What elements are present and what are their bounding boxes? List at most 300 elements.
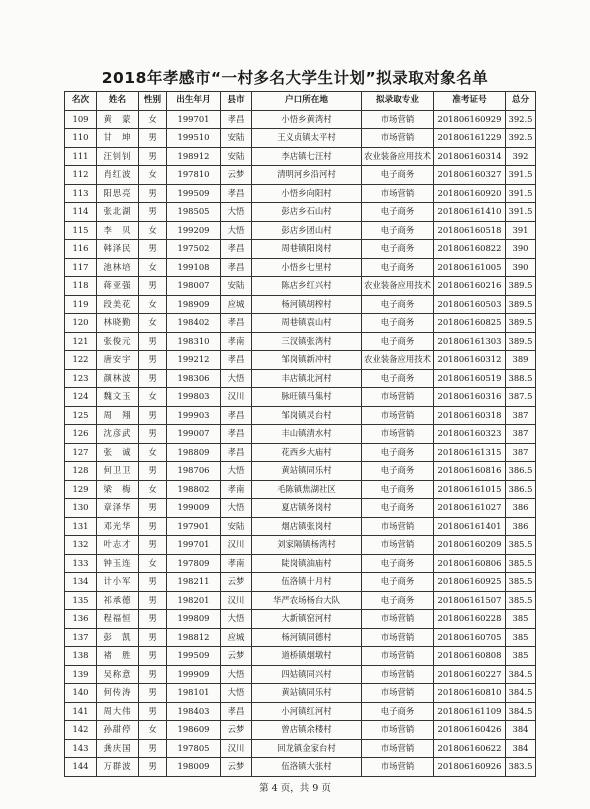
cell-hukou: 四姑镇同兴村 xyxy=(252,665,362,684)
cell-name: 魏文玉 xyxy=(97,388,139,407)
cell-gender: 男 xyxy=(139,702,167,721)
cell-ticket: 201806161507 xyxy=(434,591,506,610)
cell-score: 383.5 xyxy=(506,758,536,777)
cell-birth: 198402 xyxy=(167,314,221,333)
cell-ticket: 201806160810 xyxy=(434,684,506,703)
cell-rank: 120 xyxy=(65,314,97,333)
cell-major: 电子商务 xyxy=(362,462,434,481)
cell-score: 391 xyxy=(506,221,536,240)
cell-score: 386.5 xyxy=(506,462,536,481)
cell-county: 云梦 xyxy=(221,647,252,666)
header-score: 总分 xyxy=(506,92,536,111)
cell-gender: 男 xyxy=(139,758,167,777)
cell-hukou: 陡岗镇油庙村 xyxy=(252,554,362,573)
table-row xyxy=(65,129,536,148)
cell-major: 市场营销 xyxy=(362,647,434,666)
cell-score: 392 xyxy=(506,147,536,166)
cell-gender: 男 xyxy=(139,517,167,536)
cell-major: 市场营销 xyxy=(362,517,434,536)
cell-ticket: 201806160705 xyxy=(434,628,506,647)
table-row xyxy=(65,443,536,462)
cell-birth: 198912 xyxy=(167,147,221,166)
cell-county: 孝昌 xyxy=(221,110,252,129)
cell-gender: 男 xyxy=(139,462,167,481)
cell-birth: 198812 xyxy=(167,628,221,647)
cell-ticket: 201806161410 xyxy=(434,203,506,222)
cell-major: 电子商务 xyxy=(362,554,434,573)
table-row xyxy=(65,536,536,555)
cell-hukou: 王义贞镇太平村 xyxy=(252,129,362,148)
cell-score: 386.5 xyxy=(506,480,536,499)
cell-county: 云梦 xyxy=(221,721,252,740)
cell-major: 市场营销 xyxy=(362,665,434,684)
header-ticket: 准考证号 xyxy=(434,92,506,111)
cell-birth: 199803 xyxy=(167,388,221,407)
table-row xyxy=(65,166,536,185)
cell-major: 电子商务 xyxy=(362,443,434,462)
cell-rank: 119 xyxy=(65,295,97,314)
cell-name: 何卫卫 xyxy=(97,462,139,481)
cell-hukou: 脉旺镇马集村 xyxy=(252,388,362,407)
cell-rank: 122 xyxy=(65,351,97,370)
cell-hukou: 邹岗镇灵台村 xyxy=(252,406,362,425)
cell-birth: 198306 xyxy=(167,369,221,388)
cell-score: 392.5 xyxy=(506,129,536,148)
cell-county: 安陆 xyxy=(221,277,252,296)
cell-ticket: 201806160316 xyxy=(434,388,506,407)
cell-rank: 121 xyxy=(65,332,97,351)
cell-hukou: 伍洛镇十月村 xyxy=(252,573,362,592)
cell-name: 祁承德 xyxy=(97,591,139,610)
cell-major: 市场营销 xyxy=(362,184,434,203)
cell-ticket: 201806160825 xyxy=(434,314,506,333)
cell-score: 385 xyxy=(506,610,536,629)
cell-birth: 197810 xyxy=(167,166,221,185)
cell-ticket: 201806160925 xyxy=(434,573,506,592)
cell-county: 安陆 xyxy=(221,129,252,148)
cell-birth: 199108 xyxy=(167,258,221,277)
cell-hukou: 烟店镇张岗村 xyxy=(252,517,362,536)
cell-score: 384 xyxy=(506,739,536,758)
cell-county: 汉川 xyxy=(221,536,252,555)
cell-rank: 141 xyxy=(65,702,97,721)
cell-rank: 134 xyxy=(65,573,97,592)
table-row xyxy=(65,499,536,518)
cell-name: 章泽华 xyxy=(97,499,139,518)
table-row xyxy=(65,647,536,666)
cell-rank: 112 xyxy=(65,166,97,185)
cell-gender: 女 xyxy=(139,166,167,185)
cell-ticket: 201806161401 xyxy=(434,517,506,536)
cell-hukou: 夏店镇务岗村 xyxy=(252,499,362,518)
cell-gender: 女 xyxy=(139,314,167,333)
cell-county: 孝南 xyxy=(221,554,252,573)
cell-gender: 男 xyxy=(139,129,167,148)
cell-score: 385.5 xyxy=(506,554,536,573)
cell-score: 387 xyxy=(506,425,536,444)
cell-rank: 127 xyxy=(65,443,97,462)
cell-birth: 199212 xyxy=(167,351,221,370)
cell-hukou: 小悟乡黄湾村 xyxy=(252,110,362,129)
cell-gender: 男 xyxy=(139,240,167,259)
cell-gender: 男 xyxy=(139,665,167,684)
cell-name: 唐安宇 xyxy=(97,351,139,370)
cell-gender: 男 xyxy=(139,425,167,444)
cell-ticket: 201806160622 xyxy=(434,739,506,758)
cell-major: 市场营销 xyxy=(362,739,434,758)
cell-name: 彭 凯 xyxy=(97,628,139,647)
cell-gender: 男 xyxy=(139,684,167,703)
cell-major: 市场营销 xyxy=(362,758,434,777)
cell-county: 孝南 xyxy=(221,332,252,351)
cell-county: 大悟 xyxy=(221,684,252,703)
table-body xyxy=(65,110,536,776)
cell-ticket: 201806160327 xyxy=(434,166,506,185)
table-row xyxy=(65,147,536,166)
cell-hukou: 回龙镇金家台村 xyxy=(252,739,362,758)
cell-rank: 136 xyxy=(65,610,97,629)
cell-hukou: 黄站镇同乐村 xyxy=(252,684,362,703)
cell-county: 应城 xyxy=(221,295,252,314)
cell-hukou: 黄站镇同乐村 xyxy=(252,462,362,481)
cell-birth: 199701 xyxy=(167,110,221,129)
cell-ticket: 201806160216 xyxy=(434,277,506,296)
cell-hukou: 大新镇窑河村 xyxy=(252,610,362,629)
cell-rank: 131 xyxy=(65,517,97,536)
cell-hukou: 杨河镇同德村 xyxy=(252,628,362,647)
cell-name: 梁 梅 xyxy=(97,480,139,499)
cell-county: 安陆 xyxy=(221,147,252,166)
cell-name: 程福恒 xyxy=(97,610,139,629)
cell-hukou: 丰山镇清水村 xyxy=(252,425,362,444)
cell-major: 市场营销 xyxy=(362,536,434,555)
cell-hukou: 华严农场杨台大队 xyxy=(252,591,362,610)
cell-birth: 198809 xyxy=(167,443,221,462)
cell-gender: 男 xyxy=(139,610,167,629)
cell-name: 孙甜停 xyxy=(97,721,139,740)
cell-gender: 男 xyxy=(139,573,167,592)
cell-score: 388.5 xyxy=(506,369,536,388)
cell-gender: 男 xyxy=(139,647,167,666)
cell-rank: 115 xyxy=(65,221,97,240)
cell-gender: 男 xyxy=(139,184,167,203)
cell-ticket: 201806160920 xyxy=(434,184,506,203)
cell-hukou: 邹岗镇新冲村 xyxy=(252,351,362,370)
cell-birth: 197809 xyxy=(167,554,221,573)
cell-rank: 113 xyxy=(65,184,97,203)
cell-score: 387 xyxy=(506,406,536,425)
cell-major: 电子商务 xyxy=(362,369,434,388)
cell-ticket: 201806160323 xyxy=(434,425,506,444)
cell-birth: 199903 xyxy=(167,406,221,425)
cell-score: 387 xyxy=(506,443,536,462)
cell-county: 孝昌 xyxy=(221,314,252,333)
cell-ticket: 201806160227 xyxy=(434,665,506,684)
cell-name: 叶志才 xyxy=(97,536,139,555)
cell-gender: 女 xyxy=(139,388,167,407)
cell-name: 周大伟 xyxy=(97,702,139,721)
table-header-row xyxy=(65,92,536,111)
cell-hukou: 道桥镇烟墩村 xyxy=(252,647,362,666)
cell-hukou: 彭店乡石山村 xyxy=(252,203,362,222)
cell-birth: 198802 xyxy=(167,480,221,499)
cell-score: 385 xyxy=(506,628,536,647)
cell-name: 张 诚 xyxy=(97,443,139,462)
cell-ticket: 201806160209 xyxy=(434,536,506,555)
cell-major: 市场营销 xyxy=(362,684,434,703)
cell-birth: 198403 xyxy=(167,702,221,721)
cell-name: 吴称意 xyxy=(97,665,139,684)
cell-rank: 109 xyxy=(65,110,97,129)
admission-table xyxy=(64,91,536,777)
header-birth: 出生年月 xyxy=(167,92,221,111)
cell-county: 云梦 xyxy=(221,166,252,185)
cell-score: 385 xyxy=(506,647,536,666)
cell-gender: 女 xyxy=(139,721,167,740)
cell-hukou: 小河镇红河村 xyxy=(252,702,362,721)
cell-score: 385.5 xyxy=(506,536,536,555)
cell-ticket: 201806160503 xyxy=(434,295,506,314)
cell-rank: 130 xyxy=(65,499,97,518)
cell-name: 韩泽民 xyxy=(97,240,139,259)
cell-name: 林晓勤 xyxy=(97,314,139,333)
cell-rank: 142 xyxy=(65,721,97,740)
cell-major: 电子商务 xyxy=(362,203,434,222)
cell-major: 电子商务 xyxy=(362,591,434,610)
cell-birth: 198609 xyxy=(167,721,221,740)
cell-hukou: 刘家隔镇杨湾村 xyxy=(252,536,362,555)
cell-score: 384.5 xyxy=(506,684,536,703)
cell-gender: 男 xyxy=(139,499,167,518)
cell-birth: 198909 xyxy=(167,295,221,314)
cell-score: 387.5 xyxy=(506,388,536,407)
cell-county: 孝昌 xyxy=(221,406,252,425)
cell-county: 孝昌 xyxy=(221,702,252,721)
cell-score: 392.5 xyxy=(506,110,536,129)
cell-score: 386 xyxy=(506,499,536,518)
header-county: 县市 xyxy=(221,92,252,111)
cell-birth: 199209 xyxy=(167,221,221,240)
cell-rank: 117 xyxy=(65,258,97,277)
cell-name: 张俊元 xyxy=(97,332,139,351)
cell-birth: 198211 xyxy=(167,573,221,592)
cell-major: 市场营销 xyxy=(362,425,434,444)
cell-name: 邓光华 xyxy=(97,517,139,536)
cell-county: 孝南 xyxy=(221,480,252,499)
cell-rank: 143 xyxy=(65,739,97,758)
cell-county: 大悟 xyxy=(221,221,252,240)
table-row xyxy=(65,628,536,647)
table-row xyxy=(65,369,536,388)
cell-county: 大悟 xyxy=(221,462,252,481)
cell-hukou: 三汊镇张湾村 xyxy=(252,332,362,351)
cell-birth: 198310 xyxy=(167,332,221,351)
cell-ticket: 201806160318 xyxy=(434,406,506,425)
cell-rank: 128 xyxy=(65,462,97,481)
cell-gender: 男 xyxy=(139,332,167,351)
cell-major: 市场营销 xyxy=(362,129,434,148)
cell-ticket: 201806160816 xyxy=(434,462,506,481)
table-row xyxy=(65,721,536,740)
cell-major: 市场营销 xyxy=(362,388,434,407)
cell-gender: 男 xyxy=(139,351,167,370)
cell-name: 黄 蒙 xyxy=(97,110,139,129)
cell-rank: 110 xyxy=(65,129,97,148)
cell-ticket: 201806160312 xyxy=(434,351,506,370)
header-major: 拟录取专业 xyxy=(362,92,434,111)
table-row xyxy=(65,702,536,721)
cell-score: 391.5 xyxy=(506,184,536,203)
cell-hukou: 毛陈镇焦湖社区 xyxy=(252,480,362,499)
cell-hukou: 杨河镇胡榨村 xyxy=(252,295,362,314)
cell-score: 391.5 xyxy=(506,166,536,185)
cell-major: 电子商务 xyxy=(362,314,434,333)
cell-birth: 199909 xyxy=(167,665,221,684)
header-rank: 名次 xyxy=(65,92,97,111)
cell-county: 大悟 xyxy=(221,665,252,684)
cell-rank: 137 xyxy=(65,628,97,647)
cell-gender: 男 xyxy=(139,147,167,166)
cell-name: 沈彦武 xyxy=(97,425,139,444)
cell-name: 段美花 xyxy=(97,295,139,314)
cell-birth: 197502 xyxy=(167,240,221,259)
cell-birth: 198007 xyxy=(167,277,221,296)
cell-rank: 111 xyxy=(65,147,97,166)
cell-county: 应城 xyxy=(221,628,252,647)
cell-ticket: 201806161027 xyxy=(434,499,506,518)
cell-name: 汪钊钊 xyxy=(97,147,139,166)
cell-name: 李 贝 xyxy=(97,221,139,240)
table-row xyxy=(65,758,536,777)
cell-gender: 女 xyxy=(139,221,167,240)
cell-county: 孝昌 xyxy=(221,425,252,444)
cell-birth: 198009 xyxy=(167,758,221,777)
cell-birth: 199509 xyxy=(167,647,221,666)
cell-score: 390 xyxy=(506,240,536,259)
cell-name: 计小军 xyxy=(97,573,139,592)
cell-ticket: 201806160519 xyxy=(434,369,506,388)
cell-county: 大悟 xyxy=(221,369,252,388)
cell-county: 大悟 xyxy=(221,610,252,629)
cell-rank: 129 xyxy=(65,480,97,499)
table-row xyxy=(65,739,536,758)
cell-county: 孝昌 xyxy=(221,351,252,370)
cell-county: 汉川 xyxy=(221,591,252,610)
cell-major: 电子商务 xyxy=(362,480,434,499)
cell-major: 电子商务 xyxy=(362,240,434,259)
table-row xyxy=(65,591,536,610)
cell-gender: 女 xyxy=(139,554,167,573)
table-row xyxy=(65,462,536,481)
cell-rank: 132 xyxy=(65,536,97,555)
table-row xyxy=(65,295,536,314)
cell-major: 市场营销 xyxy=(362,721,434,740)
cell-name: 张北湖 xyxy=(97,203,139,222)
cell-major: 电子商务 xyxy=(362,166,434,185)
cell-birth: 198201 xyxy=(167,591,221,610)
cell-ticket: 201806160822 xyxy=(434,240,506,259)
cell-score: 386 xyxy=(506,517,536,536)
cell-major: 电子商务 xyxy=(362,332,434,351)
cell-birth: 199809 xyxy=(167,610,221,629)
cell-gender: 女 xyxy=(139,480,167,499)
cell-major: 农业装备应用技术 xyxy=(362,351,434,370)
cell-rank: 126 xyxy=(65,425,97,444)
table-row xyxy=(65,684,536,703)
cell-name: 颜林波 xyxy=(97,369,139,388)
table-row xyxy=(65,665,536,684)
cell-ticket: 201806161229 xyxy=(434,129,506,148)
cell-birth: 199510 xyxy=(167,129,221,148)
table-row xyxy=(65,517,536,536)
cell-gender: 男 xyxy=(139,591,167,610)
cell-birth: 198706 xyxy=(167,462,221,481)
cell-county: 孝昌 xyxy=(221,240,252,259)
cell-rank: 123 xyxy=(65,369,97,388)
cell-hukou: 花西乡大庙村 xyxy=(252,443,362,462)
cell-major: 市场营销 xyxy=(362,628,434,647)
cell-gender: 男 xyxy=(139,628,167,647)
table-row xyxy=(65,110,536,129)
cell-county: 云梦 xyxy=(221,573,252,592)
cell-birth: 199509 xyxy=(167,184,221,203)
cell-major: 电子商务 xyxy=(362,702,434,721)
cell-hukou: 周巷镇阳岗村 xyxy=(252,240,362,259)
cell-name: 万群波 xyxy=(97,758,139,777)
header-name: 姓名 xyxy=(97,92,139,111)
cell-major: 电子商务 xyxy=(362,295,434,314)
cell-name: 蒋亚强 xyxy=(97,277,139,296)
table-row xyxy=(65,388,536,407)
cell-rank: 138 xyxy=(65,647,97,666)
cell-hukou: 陈店乡红兴村 xyxy=(252,277,362,296)
table-row xyxy=(65,332,536,351)
cell-ticket: 201806160808 xyxy=(434,647,506,666)
cell-rank: 116 xyxy=(65,240,97,259)
cell-ticket: 201806160314 xyxy=(434,147,506,166)
page-number: 第 4 页，共 9 页 xyxy=(259,783,331,794)
cell-ticket: 201806160426 xyxy=(434,721,506,740)
cell-hukou: 小悟乡向阳村 xyxy=(252,184,362,203)
cell-ticket: 201806161303 xyxy=(434,332,506,351)
cell-score: 389.5 xyxy=(506,277,536,296)
cell-hukou: 彭店乡团山村 xyxy=(252,221,362,240)
cell-county: 汉川 xyxy=(221,739,252,758)
cell-hukou: 伍洛镇大张村 xyxy=(252,758,362,777)
table-row xyxy=(65,277,536,296)
table-row xyxy=(65,351,536,370)
cell-rank: 125 xyxy=(65,406,97,425)
cell-name: 褚 胜 xyxy=(97,647,139,666)
cell-major: 农业装备应用技术 xyxy=(362,277,434,296)
cell-birth: 199701 xyxy=(167,536,221,555)
table-row xyxy=(65,258,536,277)
cell-birth: 197901 xyxy=(167,517,221,536)
cell-ticket: 201806161015 xyxy=(434,480,506,499)
cell-gender: 女 xyxy=(139,295,167,314)
cell-rank: 140 xyxy=(65,684,97,703)
cell-county: 大悟 xyxy=(221,203,252,222)
cell-score: 389.5 xyxy=(506,295,536,314)
cell-major: 市场营销 xyxy=(362,406,434,425)
cell-name: 何传涛 xyxy=(97,684,139,703)
cell-score: 390 xyxy=(506,258,536,277)
cell-score: 385.5 xyxy=(506,573,536,592)
cell-score: 384.5 xyxy=(506,665,536,684)
table-row xyxy=(65,221,536,240)
cell-major: 农业装备应用技术 xyxy=(362,147,434,166)
cell-county: 汉川 xyxy=(221,388,252,407)
